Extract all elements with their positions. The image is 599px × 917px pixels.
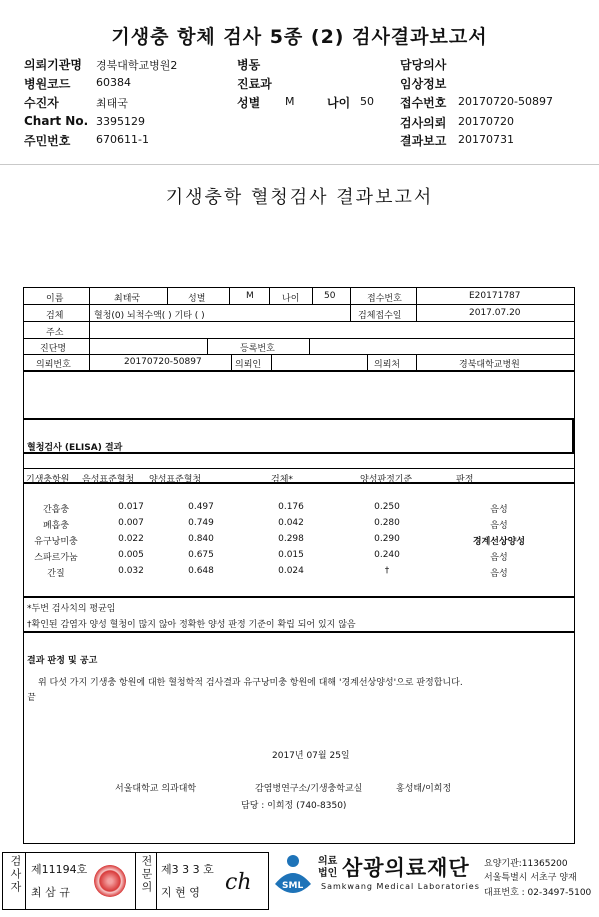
- elisa-sample-cell: 0.176: [278, 502, 304, 512]
- label-hospital: 의뢰기관명: [24, 58, 82, 72]
- label-clinical-info: 임상정보: [400, 77, 447, 91]
- value-resident-no: 670611-1: [96, 133, 149, 146]
- specialist-name: 지 현 영: [161, 886, 200, 899]
- elisa-result-cell: 음성: [490, 569, 508, 579]
- info-org-label: 의뢰처: [374, 360, 401, 370]
- info-specimen: 혈청(0) 뇌척수액( ) 기타 ( ): [94, 311, 205, 321]
- conclusion-text: 위 다섯 가지 기생충 항원에 대한 혈청학적 검사결과 유구낭미충 항원에 대해 '경계선상양성'으로 판정합니다.: [38, 678, 463, 688]
- info-reg-label: 접수번호: [367, 294, 402, 304]
- label-sex: 성별: [237, 96, 261, 110]
- examiner-license: 제11194호: [31, 863, 88, 876]
- elisa-neg-cell: 0.022: [118, 534, 144, 544]
- examiner-vertical-label: 검사자: [9, 855, 22, 894]
- conclusion-title: 결과 판정 및 공고: [27, 656, 98, 666]
- elisa-antigen-cell: 스파르가눔: [34, 553, 78, 563]
- elisa-antigen-cell: 간흡충: [42, 505, 70, 515]
- elisa-cutoff-cell: †: [384, 566, 390, 576]
- value-age: 50: [360, 95, 374, 108]
- label-chart-no: Chart No.: [24, 114, 89, 128]
- col-sample: 검체*: [271, 475, 293, 485]
- info-regno-label: 등록번호: [240, 344, 275, 354]
- elisa-sample-cell: 0.015: [278, 550, 304, 560]
- header-divider: [0, 164, 599, 165]
- info-address-label: 주소: [46, 328, 64, 338]
- elisa-antigen-cell: 유구낭미충: [34, 537, 78, 547]
- value-sex: M: [285, 95, 295, 108]
- conclusion-end: 끝: [27, 693, 36, 703]
- label-patient: 수진자: [24, 96, 59, 110]
- company-address: 서울특별시 서초구 양재: [484, 873, 577, 883]
- company-name: 삼광의료재단: [342, 856, 470, 880]
- report-date: 2017년 07월 25일: [272, 751, 350, 761]
- corp-label-bottom: 법인: [318, 868, 338, 879]
- specialist-license: 제3 3 3 호: [161, 863, 214, 876]
- elisa-cutoff-cell: 0.280: [374, 518, 400, 528]
- elisa-result-cell: 경계선상양성: [472, 537, 526, 547]
- elisa-result-cell: 음성: [490, 505, 508, 515]
- elisa-sample-cell: 0.042: [278, 518, 304, 528]
- elisa-antigen-cell: 간질: [47, 569, 65, 579]
- col-antigen: 기생충항원: [26, 475, 70, 485]
- value-hospital: 경북대학교병원2: [96, 59, 178, 72]
- info-org: 경북대학교병원: [459, 360, 520, 370]
- info-name: 최태국: [114, 294, 141, 304]
- elisa-neg-cell: 0.007: [118, 518, 144, 528]
- elisa-title: 혈청검사 (ELISA) 결과: [27, 443, 123, 453]
- info-age-label: 나이: [282, 294, 300, 304]
- elisa-neg-cell: 0.017: [118, 502, 144, 512]
- elisa-pos-cell: 0.749: [188, 518, 214, 528]
- signature-box: [2, 852, 269, 910]
- elisa-sample-cell: 0.024: [278, 566, 304, 576]
- elisa-antigen-cell: 폐흡충: [42, 521, 70, 531]
- scan-title: 기생충학 혈청검사 결과보고서: [165, 187, 434, 208]
- info-reqno: 20170720-50897: [124, 357, 202, 367]
- value-receipt-no: 20170720-50897: [458, 95, 553, 108]
- department: 감염병연구소/기생충학교실: [255, 784, 363, 794]
- specialist-vertical-label: 전문의: [140, 855, 153, 894]
- label-report-date: 결과보고: [400, 134, 447, 148]
- value-hospital-code: 60384: [96, 76, 131, 89]
- info-sex-label: 성별: [188, 294, 206, 304]
- label-receipt-no: 접수번호: [400, 96, 447, 110]
- logo-text: SML: [282, 881, 304, 891]
- label-doctor: 담당의사: [400, 58, 447, 72]
- info-name-label: 이름: [46, 294, 64, 304]
- elisa-result-cell: 음성: [490, 521, 508, 531]
- report-title: 기생충 항체 검사 5종 (2) 검사결과보고서: [111, 26, 488, 48]
- col-cutoff: 양성판정기준: [360, 475, 413, 485]
- signature: ch: [225, 870, 252, 895]
- info-collect-label: 검체접수일: [358, 311, 402, 321]
- institution-code: 요양기관:11365200: [484, 859, 568, 869]
- corp-label: [318, 856, 337, 880]
- label-ward: 병동: [237, 58, 261, 72]
- elisa-neg-cell: 0.005: [118, 550, 144, 560]
- sml-logo-icon: [271, 854, 315, 902]
- info-reg: E20171787: [469, 291, 521, 301]
- col-result: 판정: [456, 475, 474, 485]
- elisa-pos-cell: 0.675: [188, 550, 214, 560]
- company-english: Samkwang Medical Laboratories: [321, 882, 480, 891]
- institution: 서울대학교 의과대학: [115, 784, 197, 794]
- note-cutoff: †확인된 감염자 양성 혈청이 많지 않아 정확한 양성 판정 기준이 확립 되어 있지 않음: [27, 620, 356, 630]
- contact: 담당 : 이희정 (740-8350): [241, 801, 347, 811]
- label-age: 나이: [327, 96, 351, 110]
- examiner-seal: [94, 865, 126, 897]
- col-neg-std: 음성표준혈청: [82, 475, 135, 485]
- elisa-sample-cell: 0.298: [278, 534, 304, 544]
- value-chart-no: 3395129: [96, 115, 145, 128]
- info-diagnosis-label: 진단명: [40, 344, 67, 354]
- info-sex: M: [246, 291, 254, 301]
- footer: [0, 848, 599, 917]
- col-pos-std: 양성표준혈청: [149, 475, 202, 485]
- info-requester-label: 의뢰인: [235, 360, 262, 370]
- elisa-cutoff-cell: 0.240: [374, 550, 400, 560]
- info-age: 50: [324, 291, 336, 301]
- company-phone: 대표번호 : 02-3497-5100: [484, 888, 592, 898]
- elisa-pos-cell: 0.840: [188, 534, 214, 544]
- elisa-result-cell: 음성: [490, 553, 508, 563]
- examiner-name: 최 삼 규: [31, 886, 70, 899]
- info-reqno-label: 의뢰번호: [36, 360, 71, 370]
- elisa-cutoff-cell: 0.290: [374, 534, 400, 544]
- info-specimen-label: 검체: [46, 311, 64, 321]
- info-collect: 2017.07.20: [469, 308, 521, 318]
- elisa-pos-cell: 0.648: [188, 566, 214, 576]
- elisa-neg-cell: 0.032: [118, 566, 144, 576]
- elisa-cutoff-cell: 0.250: [374, 502, 400, 512]
- value-request-date: 20170720: [458, 115, 514, 128]
- value-report-date: 20170731: [458, 133, 514, 146]
- label-hospital-code: 병원코드: [24, 77, 71, 91]
- staff: 홍성태/이희정: [396, 784, 452, 794]
- label-request-date: 검사의뢰: [400, 116, 447, 130]
- label-department: 진료과: [237, 77, 272, 91]
- elisa-pos-cell: 0.497: [188, 502, 214, 512]
- corp-label-top: 의료: [318, 856, 338, 867]
- report-frame: [23, 287, 575, 844]
- note-average: *두번 검사치의 평균임: [27, 604, 116, 614]
- label-resident-no: 주민번호: [24, 134, 71, 148]
- value-patient: 최태국: [96, 97, 128, 110]
